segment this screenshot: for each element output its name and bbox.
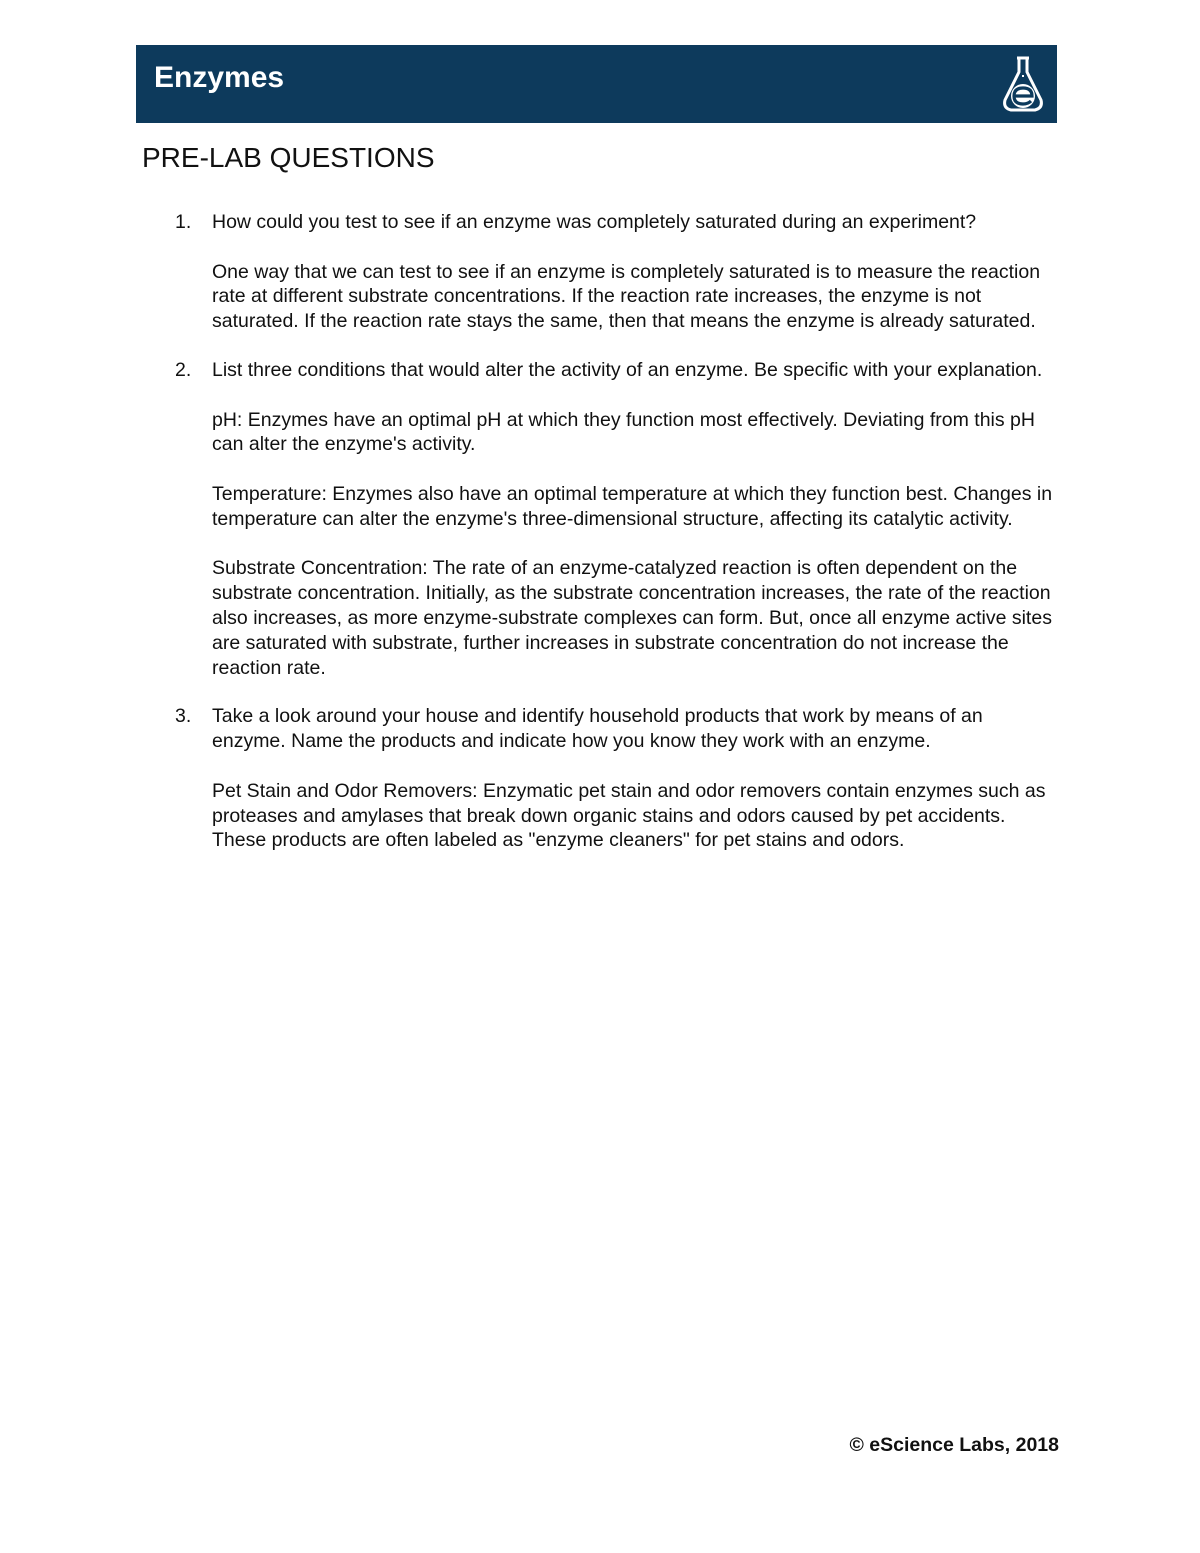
question-text: List three conditions that would alter the activity of an enzyme. Be specific with your explanation.: [212, 358, 1043, 381]
answer-paragraph: One way that we can test to see if an enzyme is completely saturated is to measure the reaction rate at different substrate concentrations. If the reaction rate increases, the enzyme is not saturated. If the reaction rate stays the same, then that means the enzyme is already saturated.: [212, 260, 1041, 333]
document-title: Enzymes: [154, 61, 285, 94]
answer-paragraph: Temperature: Enzymes also have an optimal temperature at which they function best. Changes in temperature can alter the enzyme's three-dimensional structure, affecting its catalytic activity.: [212, 482, 1053, 530]
answer-paragraph: Pet Stain and Odor Removers: Enzymatic pet stain and odor removers contain enzymes such as proteases and amylases that break down organic stains and odors caused by pet accidents. These products are often labeled as "enzyme cleaners" for pet stains and odors.: [212, 779, 1046, 852]
question-text: Take a look around your house and identify household products that work by means of an enzyme. Name the products and indicate how you know they work with an enzyme.: [212, 705, 983, 753]
answer-paragraph: pH: Enzymes have an optimal pH at which they function most effectively. Deviating from this pH can alter the enzyme's activity.: [212, 408, 1035, 456]
question-item: [170, 210, 1060, 334]
question-list: [170, 210, 1060, 877]
flask-e-logo-icon: [999, 54, 1047, 114]
question-number: 1.: [175, 211, 192, 233]
answer-paragraph: Substrate Concentration: The rate of an enzyme-catalyzed reaction is often dependent on the substrate concentration. Initially, as the substrate concentration increases, the rate of the reaction also increases, as more enzyme-substrate complexes can form. But, once all enzyme active sites are saturated with substrate, further increases in substrate concentration do not increase the reaction rate.: [212, 557, 1052, 679]
copyright-footer: © eScience Labs, 2018: [849, 1434, 1059, 1456]
section-title: PRE-LAB QUESTIONS: [142, 142, 435, 173]
question-number: 3.: [175, 705, 192, 728]
question-item: [170, 704, 1060, 853]
question-item: [170, 358, 1060, 680]
question-text: How could you test to see if an enzyme was completely saturated during an experiment?: [212, 211, 977, 233]
header-bar: [136, 45, 1057, 123]
question-number: 2.: [175, 358, 192, 381]
